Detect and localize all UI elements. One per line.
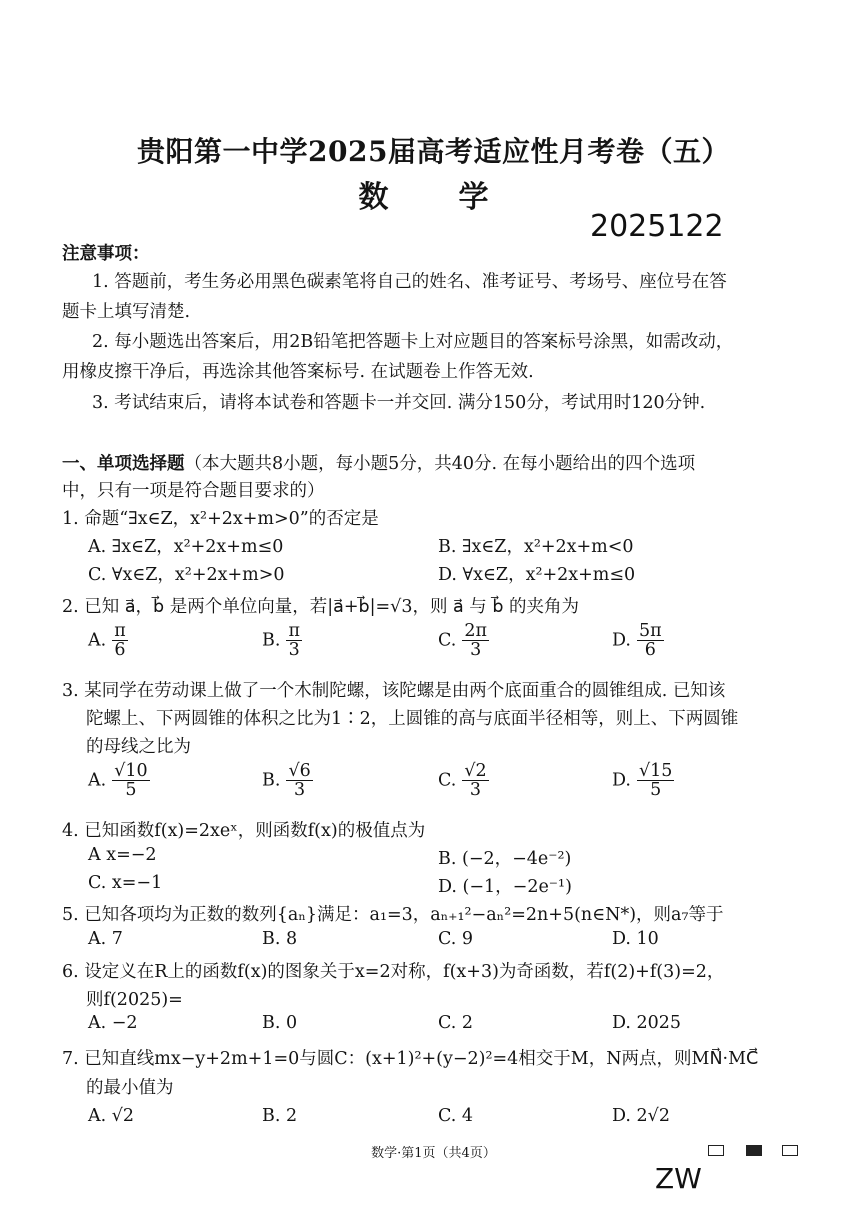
question-5-option-c: C. 9 (438, 929, 474, 949)
fraction-numerator: 2π (464, 621, 487, 641)
option-label: A. (88, 630, 107, 651)
notice-item-1-line-2: 题卡上填写清楚. (62, 302, 191, 322)
question-5-option-a: A. 7 (88, 929, 123, 949)
question-7-option-b: B. 2 (262, 1106, 298, 1126)
exam-title: 贵阳第一中学2025届高考适应性月考卷（五） (137, 135, 730, 168)
corner-mark: ZW (655, 1162, 702, 1195)
answer-mark-empty (782, 1145, 798, 1156)
fraction (637, 622, 664, 660)
option-label: D. (612, 770, 631, 791)
question-2-option-d (612, 622, 664, 660)
question-4-option-a: A x=−2 (88, 845, 157, 865)
option-label: C. (438, 770, 457, 791)
fraction-denominator: 6 (114, 640, 126, 661)
question-6-option-d: D. 2025 (612, 1013, 682, 1033)
fraction-denominator: 3 (470, 640, 482, 661)
fraction (112, 622, 128, 660)
fraction-numerator: √6 (288, 761, 311, 781)
question-7-line-2: 的最小值为 (86, 1078, 174, 1098)
question-5-stem: 5. 已知各项均为正数的数列{aₙ}满足：a₁=3，aₙ₊₁²−aₙ²=2n+5(n∈N*)，则a₇等于 (62, 905, 724, 925)
fraction (286, 622, 302, 660)
notice-heading: 注意事项： (62, 244, 150, 264)
fraction-denominator: 5 (125, 780, 137, 801)
fraction-numerator: √2 (464, 761, 487, 781)
page-footer: 数学·第1页（共4页） (371, 1146, 496, 1161)
question-6-option-c: C. 2 (438, 1013, 474, 1033)
option-label: A. (88, 770, 107, 791)
question-5-option-b: B. 8 (262, 929, 298, 949)
question-1-option-d: D. ∀x∈Z，x²+2x+m≤0 (438, 565, 636, 585)
question-3-option-a (88, 762, 150, 800)
section-heading-rest: （本大题共8小题，每小题5分，共40分. 在每小题给出的四个选项 (184, 454, 696, 474)
option-label: C. (438, 630, 457, 651)
notice-item-2-line-2: 用橡皮擦干净后，再选涂其他答案标号. 在试题卷上作答无效. (62, 362, 534, 382)
fraction-numerator: π (288, 621, 300, 641)
fraction-numerator: √15 (638, 761, 673, 781)
fraction-numerator: 5π (638, 621, 662, 641)
fraction (462, 762, 488, 800)
question-7-option-a: A. √2 (88, 1106, 135, 1126)
answer-mark-filled (746, 1145, 762, 1156)
fraction-denominator: 3 (294, 780, 306, 801)
fraction-denominator: 6 (644, 640, 656, 661)
question-4-option-d: D. (−1，−2e⁻¹) (438, 877, 572, 897)
question-4-option-c: C. x=−1 (88, 873, 163, 893)
question-1-option-b: B. ∃x∈Z，x²+2x+m<0 (438, 537, 634, 557)
question-1-stem: 1. 命题“∃x∈Z，x²+2x+m>0”的否定是 (62, 509, 379, 529)
option-label: B. (262, 630, 281, 651)
fraction-denominator: 3 (288, 640, 300, 661)
option-label: B. (262, 770, 281, 791)
question-7-option-c: C. 4 (438, 1106, 474, 1126)
handwritten-code: 2025122 (590, 209, 724, 244)
question-1-option-a: A. ∃x∈Z，x²+2x+m≤0 (88, 537, 284, 557)
question-3-line-2: 陀螺上、下两圆锥的体积之比为1∶2，上圆锥的高与底面半径相等，则上、下两圆锥 (86, 709, 739, 729)
question-3-line-1: 3. 某同学在劳动课上做了一个木制陀螺，该陀螺是由两个底面重合的圆锥组成. 已知该 (62, 681, 726, 701)
fraction (112, 762, 149, 800)
question-3-line-3: 的母线之比为 (86, 737, 191, 757)
question-2-option-c (438, 622, 489, 660)
notice-item-1-line-1: 1. 答题前，考生务必用黑色碳素笔将自己的姓名、准考证号、考场号、座位号在答 (92, 272, 727, 292)
question-7-option-d: D. 2√2 (612, 1106, 670, 1126)
question-1-option-c: C. ∀x∈Z，x²+2x+m>0 (88, 565, 285, 585)
fraction-numerator: √10 (114, 761, 148, 781)
section-heading-line-2: 中，只有一项是符合题目要求的） (62, 481, 325, 501)
notice-item-2-line-1: 2. 每小题选出答案后，用2B铅笔把答题卡上对应题目的答案标号涂黑，如需改动， (92, 332, 734, 352)
question-2-stem: 2. 已知 a⃗，b⃗ 是两个单位向量，若|a⃗+b⃗|=√3，则 a⃗ 与 b⃗ 的夹角为 (62, 597, 580, 617)
question-3-option-d (612, 762, 674, 800)
question-4-stem: 4. 已知函数f(x)=2xeˣ，则函数f(x)的极值点为 (62, 821, 426, 841)
question-3-option-b (262, 762, 313, 800)
question-2-option-a (88, 622, 128, 660)
fraction-numerator: π (114, 621, 126, 641)
question-7-line-1: 7. 已知直线mx−y+2m+1=0与圆C：(x+1)²+(y−2)²=4相交于M，N两点，则MN⃗·MC⃗ (62, 1049, 759, 1069)
question-6-option-b: B. 0 (262, 1013, 298, 1033)
question-2-option-b (262, 622, 302, 660)
question-5-option-d: D. 10 (612, 929, 659, 949)
subject-title: 数 学 (358, 180, 509, 215)
option-label: D. (612, 630, 631, 651)
fraction (462, 622, 489, 660)
answer-mark-empty (708, 1145, 724, 1156)
notice-item-3: 3. 考试结束后，请将本试卷和答题卡一并交回. 满分150分，考试用时120分钟. (92, 393, 706, 413)
fraction-denominator: 3 (469, 780, 482, 801)
fraction (286, 762, 312, 800)
section-heading-bold: 一、单项选择题 (62, 454, 185, 474)
fraction (637, 762, 674, 800)
question-6-option-a: A. −2 (88, 1013, 138, 1033)
fraction-denominator: 5 (650, 780, 662, 801)
question-6-line-1: 6. 设定义在R上的函数f(x)的图象关于x=2对称，f(x+3)为奇函数，若f(2)+f(3)=2， (62, 962, 725, 982)
question-6-line-2: 则f(2025)= (86, 990, 183, 1010)
question-3-option-c (438, 762, 489, 800)
section-heading (62, 450, 695, 475)
question-4-option-b: B. (−2，−4e⁻²) (438, 849, 572, 869)
